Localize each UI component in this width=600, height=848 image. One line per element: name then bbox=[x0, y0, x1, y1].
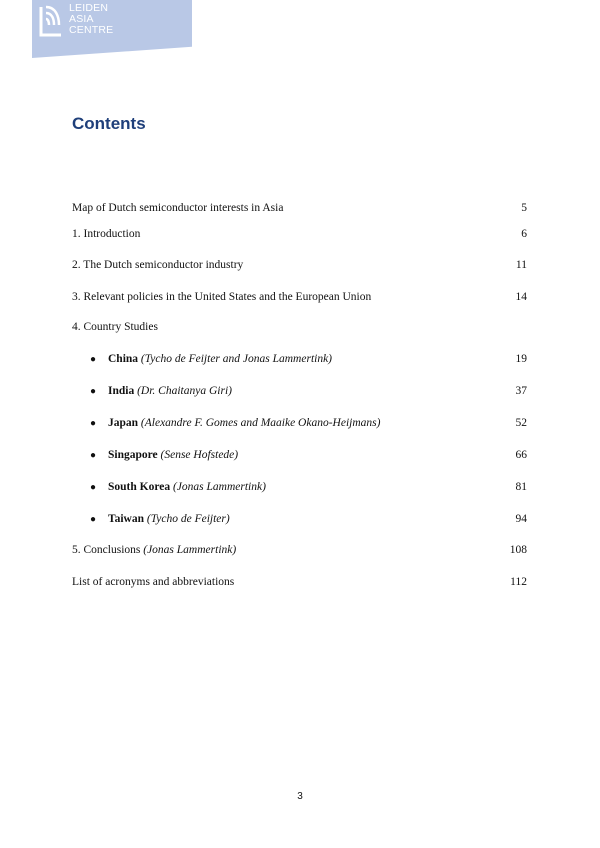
bullet-icon: ● bbox=[90, 354, 97, 365]
bullet-icon: ● bbox=[90, 482, 97, 493]
toc-subentry[interactable]: ● South Korea (Jonas Lammertink) 81 bbox=[90, 481, 527, 493]
toc-subentry[interactable]: ● Japan (Alexandre F. Gomes and Maaike Okano-Heijmans) 52 bbox=[90, 417, 527, 429]
leiden-asia-centre-logo bbox=[32, 0, 192, 58]
toc-entry[interactable]: 5. Conclusions (Jonas Lammertink) 108 bbox=[72, 544, 527, 556]
toc-section-heading[interactable]: 4. Country Studies bbox=[72, 321, 158, 333]
toc-subentry[interactable]: ● Singapore (Sense Hofstede) 66 bbox=[90, 449, 527, 461]
toc-subentry[interactable]: ● India (Dr. Chaitanya Giri) 37 bbox=[90, 385, 527, 397]
toc-entry[interactable]: 1. Introduction 6 bbox=[72, 228, 527, 240]
bullet-icon: ● bbox=[90, 450, 97, 461]
logo-text: LEIDEN ASIA CENTRE bbox=[69, 1, 114, 36]
bullet-icon: ● bbox=[90, 514, 97, 525]
page-title: Contents bbox=[72, 114, 146, 133]
page-number: 3 bbox=[297, 791, 303, 802]
toc-subentry[interactable]: ● China (Tycho de Feijter and Jonas Lammertink) 19 bbox=[90, 353, 527, 365]
toc-entry[interactable]: 3. Relevant policies in the United States and the European Union 14 bbox=[72, 291, 527, 303]
toc-subentry[interactable]: ● Taiwan (Tycho de Feijter) 94 bbox=[90, 513, 527, 525]
toc-entry[interactable]: List of acronyms and abbreviations 112 bbox=[72, 576, 527, 588]
toc-entry[interactable]: Map of Dutch semiconductor interests in Asia 5 bbox=[72, 202, 527, 214]
logo-mark-icon bbox=[38, 3, 64, 39]
toc-entry[interactable]: 2. The Dutch semiconductor industry 11 bbox=[72, 259, 527, 271]
bullet-icon: ● bbox=[90, 418, 97, 429]
bullet-icon: ● bbox=[90, 386, 97, 397]
